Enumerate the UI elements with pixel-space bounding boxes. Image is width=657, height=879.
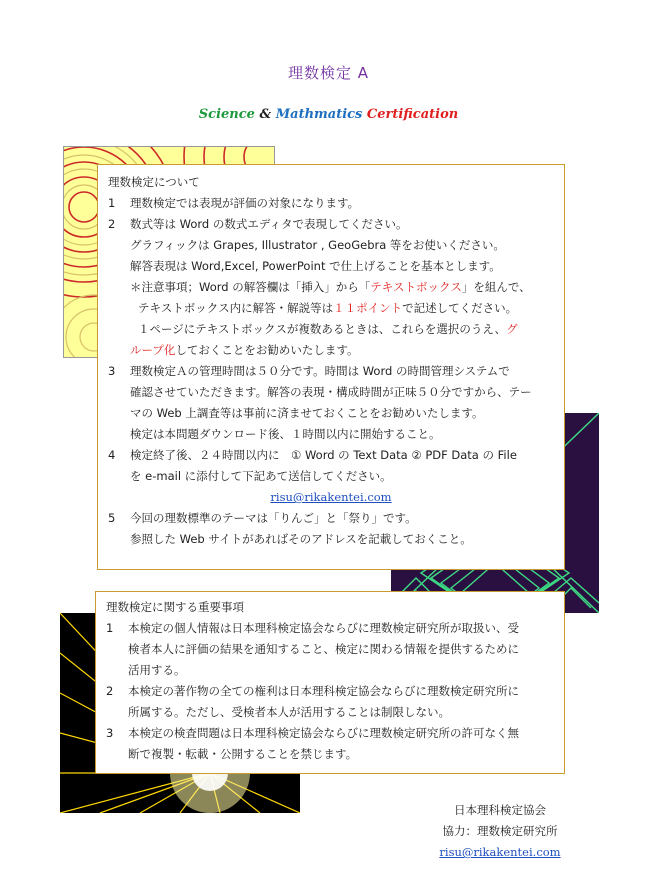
list-item	[106, 723, 554, 744]
note-highlight: テキストボックス	[370, 280, 462, 294]
footer-email-link[interactable]: risu@rikakentei.com	[439, 845, 561, 859]
list-item	[108, 214, 554, 235]
note-line	[108, 340, 554, 361]
note-text: しておくことをお勧めいたします。	[175, 343, 359, 357]
list-item	[106, 618, 554, 639]
page-title: 理数検定 A	[287, 64, 370, 82]
item-line: 活用する。	[128, 663, 186, 677]
subtitle-certification: Certification	[366, 107, 459, 122]
list-item	[108, 193, 554, 214]
email-link[interactable]: risu@rikakentei.com	[270, 490, 392, 504]
item-number: 1	[106, 621, 114, 635]
list-item	[108, 445, 554, 466]
note-line	[108, 298, 554, 319]
item-text: 今回の理数標準のテーマは「りんご」と「祭り」です。	[130, 511, 417, 525]
note-text: 」を組んで、	[461, 280, 531, 294]
about-heading: 理数検定について	[108, 175, 200, 189]
item-number: 2	[108, 217, 116, 231]
list-item	[108, 361, 554, 382]
item-number: 3	[106, 726, 114, 740]
item-number: 2	[106, 684, 114, 698]
subtitle-mathmatics: Mathmatics	[275, 107, 363, 122]
item-number: 4	[108, 448, 116, 462]
item-line: 確認させていただきます。解答の表現・構成時間が正味５０分ですから、テー	[130, 385, 532, 399]
item-line: マの Web 上調査等は事前に済ませておくことをお勧めいたします。	[130, 406, 484, 420]
item-text: 本検定の個人情報は日本理科検定協会ならびに理数検定研究所が取扱い、受	[128, 621, 519, 635]
item-text: 本検定の著作物の全ての権利は日本理科検定協会ならびに理数検定研究所に	[128, 684, 519, 698]
footer-cooperation: 協力：理数検定研究所	[442, 824, 558, 838]
footer-organization: 日本理科検定協会	[454, 803, 546, 817]
note-text: １ページにテキストボックスが複数あるときは、これらを選択のうえ、	[138, 322, 507, 336]
item-text: 理数検定Ａの管理時間は５０分です。時間は Word の時間管理システムで	[130, 364, 510, 378]
item-text: 理数検定では表現が評価の対象になります。	[130, 196, 360, 210]
item-line: 参照した Web サイトがあればそのアドレスを記載しておくこと。	[130, 532, 472, 546]
item-number: 1	[108, 196, 116, 210]
page-subtitle	[0, 107, 657, 122]
about-card	[97, 164, 565, 570]
subtitle-science: Science	[198, 107, 255, 122]
item-number: 3	[108, 364, 116, 378]
important-notes-card	[95, 591, 565, 774]
note-highlight: １１ポイント	[333, 301, 403, 315]
item-line: 所属する。ただし、受検者本人が活用することは制限しない。	[128, 705, 450, 719]
list-item	[106, 681, 554, 702]
note-line	[108, 277, 554, 298]
item-line: 断で複製・転載・公開することを禁じます。	[128, 747, 358, 761]
note-text: テキストボックス内に解答・解説等は	[138, 301, 334, 315]
item-text: 本検定の検査問題は日本理科検定協会ならびに理数検定研究所の許可なく無	[128, 726, 519, 740]
item-line: グラフィックは Grapes, Illustrator , GeoGebra 等をお使いください。	[130, 238, 505, 252]
note-text: ＊注意事項；Word の解答欄は「挿入」から「	[130, 280, 371, 294]
note-highlight: ループ化	[130, 343, 176, 357]
note-line	[108, 319, 554, 340]
item-line: 解答表現は Word,Excel, PowerPoint で仕上げることを基本とします。	[130, 259, 501, 273]
notes-heading: 理数検定に関する重要事項	[106, 600, 244, 614]
item-number: 5	[108, 511, 116, 525]
note-text: で記述してください。	[402, 301, 518, 315]
list-item	[108, 508, 554, 529]
note-highlight: グ	[506, 322, 518, 336]
item-line: 検定は本問題ダウンロード後、１時間以内に開始すること。	[130, 427, 441, 441]
item-text: 数式等は Word の数式エディタで表現してください。	[130, 217, 408, 231]
item-line: を e-mail に添付して下記あて送信してください。	[130, 469, 392, 483]
item-text: 検定終了後、２４時間以内に ① Word の Text Data ② PDF Data の File	[130, 448, 517, 462]
subtitle-amp: &	[259, 107, 272, 122]
item-line: 検者本人に評価の結果を通知すること、検定に関わる情報を提供するために	[128, 642, 519, 656]
